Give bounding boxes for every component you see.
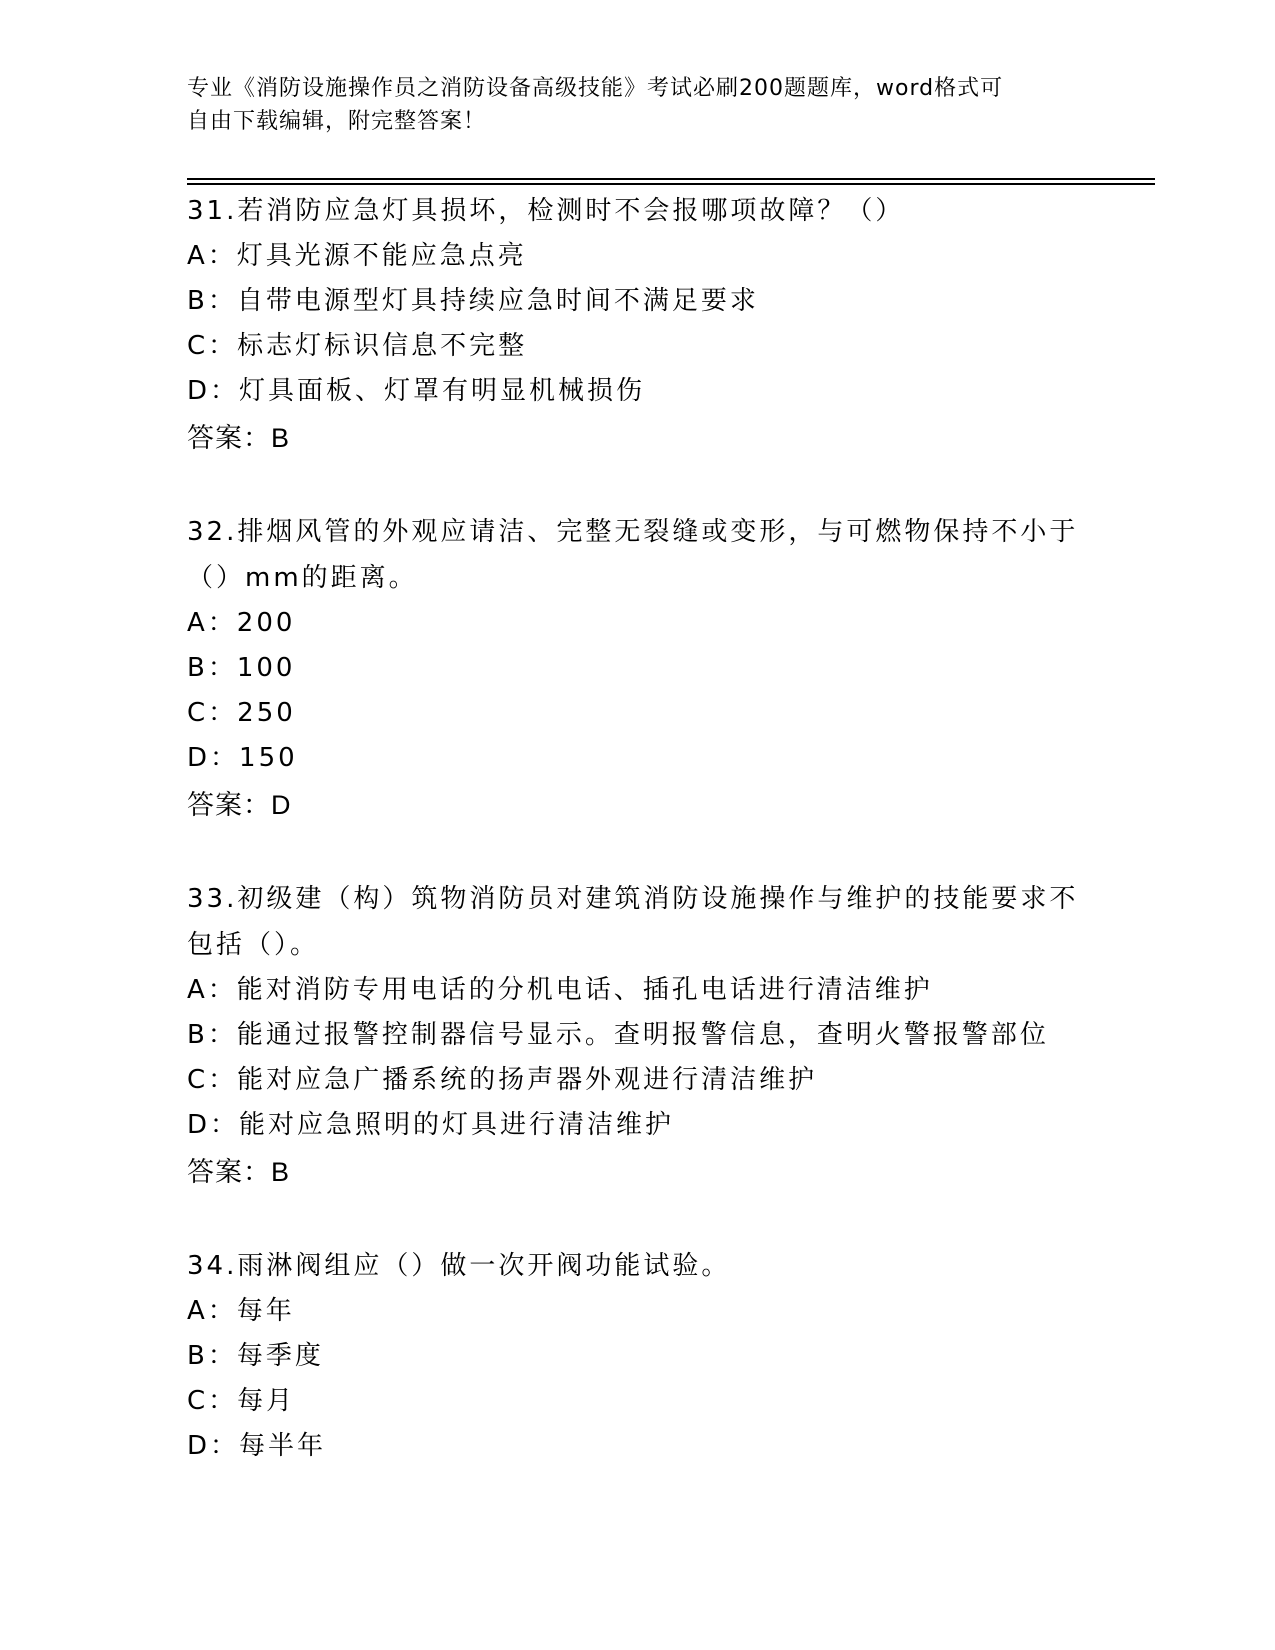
question-list [187,188,1087,1516]
document-header [187,72,1067,138]
option-b: B：每季度 [187,1341,324,1371]
option-c: C：250 [187,698,296,728]
option-b: B：自带电源型灯具持续应急时间不满足要求 [187,286,759,316]
answer-label: 答案：B [187,423,291,453]
answer-label: 答案：B [187,1157,291,1187]
question-stem: 33.初级建（构）筑物消防员对建筑消防设施操作与维护的技能要求不包括（）。 [187,884,1079,960]
answer-label: 答案：D [187,790,292,820]
question-31 [187,188,1087,462]
question-stem: 34.雨淋阀组应（）做一次开阀功能试验。 [187,1251,731,1281]
header-divider-top [187,178,1155,180]
option-c: C：能对应急广播系统的扬声器外观进行清洁维护 [187,1065,818,1095]
option-a: A：200 [187,608,296,638]
question-34 [187,1243,1087,1469]
header-divider-bottom [187,183,1155,185]
question-33 [187,876,1087,1196]
question-stem: 32.排烟风管的外观应请洁、完整无裂缝或变形，与可燃物保持不小于（）mm的距离。 [187,517,1079,593]
header-line-2: 自由下载编辑，附完整答案！ [187,109,487,134]
option-a: A：灯具光源不能应急点亮 [187,241,527,271]
option-b: B：能通过报警控制器信号显示。查明报警信息，查明火警报警部位 [187,1020,1049,1050]
option-d: D：能对应急照明的灯具进行清洁维护 [187,1110,675,1140]
header-line-1: 专业《消防设施操作员之消防设备高级技能》考试必刷200题题库，word格式可 [187,76,1004,101]
option-a: A：每年 [187,1296,295,1326]
option-c: C：每月 [187,1386,296,1416]
option-c: C：标志灯标识信息不完整 [187,331,528,361]
option-d: D：灯具面板、灯罩有明显机械损伤 [187,376,646,406]
option-d: D：每半年 [187,1431,327,1461]
question-stem: 31.若消防应急灯具损坏，检测时不会报哪项故障？（） [187,196,905,226]
question-32 [187,509,1087,829]
option-b: B：100 [187,653,296,683]
option-a: A：能对消防专用电话的分机电话、插孔电话进行清洁维护 [187,975,933,1005]
option-d: D：150 [187,743,298,773]
